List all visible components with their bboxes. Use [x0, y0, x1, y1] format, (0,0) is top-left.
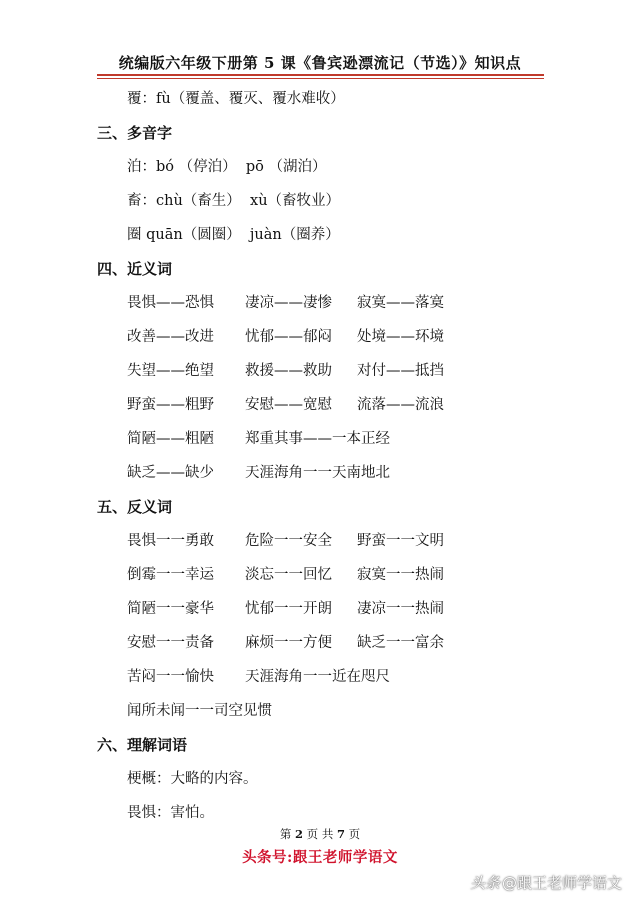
- word-pair: 淡忘一一回忆: [245, 567, 332, 583]
- word-pair: 危险一一安全: [245, 533, 332, 549]
- synonyms-list: [97, 286, 567, 490]
- word-pair: 凄凉——凄惨: [245, 295, 332, 311]
- word-pair: 失望——绝望: [127, 363, 214, 379]
- word-pair: 改善——改进: [127, 329, 214, 345]
- word-pair: 苦闷一一愉快: [127, 669, 214, 685]
- word-pair: 忧郁一一开朗: [245, 601, 332, 617]
- page-prefix: 第: [279, 827, 292, 841]
- page-current: 2: [295, 827, 304, 841]
- meaning-line: 梗概：大略的内容。: [127, 771, 258, 787]
- antonyms-list: [97, 524, 567, 728]
- page-total: 7: [336, 827, 345, 841]
- page-middle: 页 共: [306, 827, 334, 841]
- synonym-row: [97, 286, 567, 320]
- watermark-logo: 头条: [469, 874, 500, 892]
- word-pair: 郑重其事——一本正经: [245, 431, 390, 447]
- header-rule-thick: [97, 74, 544, 76]
- synonym-row: [97, 320, 567, 354]
- top-line: 覆：fù（覆盖、覆灭、覆水难收）: [127, 91, 345, 107]
- word-pair: 闻所未闻一一司空见惯: [127, 703, 272, 719]
- word-pair: 救援——救助: [245, 363, 332, 379]
- word-pair: 畏惧——恐惧: [127, 295, 214, 311]
- meaning-line: 畏惧：害怕。: [127, 805, 214, 821]
- synonym-row: [97, 388, 567, 422]
- antonym-row: [97, 558, 567, 592]
- antonym-row: [97, 694, 567, 728]
- word-pair: 寂寞——落寞: [357, 295, 444, 311]
- word-pair: 安慰一一责备: [127, 635, 214, 651]
- synonym-row: [97, 422, 567, 456]
- polyphone-line: 圈 quān（圆圈） juàn（圈养）: [127, 227, 340, 243]
- word-pair: 简陋一一豪华: [127, 601, 214, 617]
- word-pair: 野蛮一一文明: [357, 533, 444, 549]
- watermark-text: @跟王老师学语文: [501, 874, 622, 892]
- word-pair: 麻烦一一方便: [245, 635, 332, 651]
- antonym-row: [97, 524, 567, 558]
- word-pair: 安慰——宽慰: [245, 397, 332, 413]
- word-pair: 畏惧一一勇敢: [127, 533, 214, 549]
- section-title-synonyms: 四、近义词: [97, 260, 173, 278]
- word-pair: 处境——环境: [357, 329, 444, 345]
- antonym-row: [97, 660, 567, 694]
- section-title-polyphone: 三、多音字: [97, 124, 173, 142]
- word-pair: 缺乏——缺少: [127, 465, 214, 481]
- word-pair: 倒霉一一幸运: [127, 567, 214, 583]
- watermark: [470, 872, 622, 893]
- page-number: [0, 826, 640, 842]
- word-pair: 缺乏一一富余: [357, 635, 444, 651]
- document-body: [97, 82, 567, 830]
- antonym-row: [97, 626, 567, 660]
- word-pair: 凄凉一一热闹: [357, 601, 444, 617]
- section-title-meanings: 六、理解词语: [97, 736, 188, 754]
- antonym-row: [97, 592, 567, 626]
- section-title-antonyms: 五、反义词: [97, 498, 173, 516]
- word-pair: 对付——抵挡: [357, 363, 444, 379]
- synonym-row: [97, 456, 567, 490]
- polyphone-line: 畜：chù（畜生） xù（畜牧业）: [127, 193, 341, 209]
- polyphone-line: 泊：bó （停泊） pō （湖泊）: [127, 159, 327, 175]
- word-pair: 忧郁——郁闷: [245, 329, 332, 345]
- footer-brand: 头条号:跟王老师学语文: [242, 849, 398, 866]
- word-pair: 寂寞一一热闹: [357, 567, 444, 583]
- word-pair: 简陋——粗陋: [127, 431, 214, 447]
- word-pair: 天涯海角一一近在咫尺: [245, 669, 390, 685]
- header-rule-thin: [97, 78, 544, 79]
- synonym-row: [97, 354, 567, 388]
- word-pair: 野蛮——粗野: [127, 397, 214, 413]
- word-pair: 天涯海角一一天南地北: [245, 465, 390, 481]
- page-suffix: 页: [348, 827, 361, 841]
- page-header-title: 统编版六年级下册第 5 课《鲁宾逊漂流记（节选）》知识点: [118, 54, 522, 72]
- word-pair: 流落——流浪: [357, 397, 444, 413]
